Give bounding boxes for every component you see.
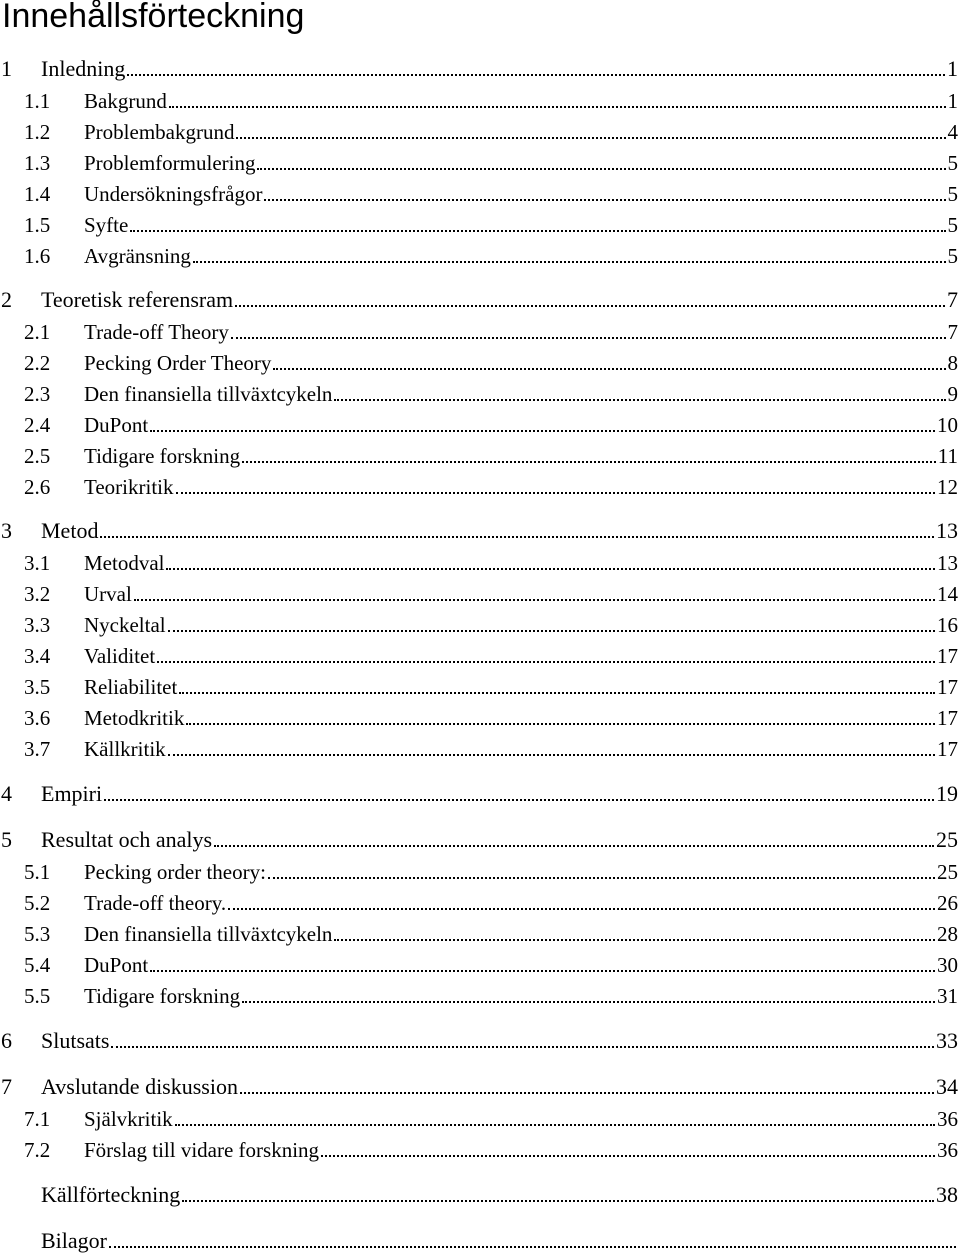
toc-entry-title: Trade-off Theory — [84, 320, 229, 344]
toc-entry-page: 10 — [937, 413, 958, 437]
toc-entry-title: Pecking order theory: — [84, 860, 266, 884]
toc-entry-page: 16 — [937, 613, 958, 637]
dot-leader — [175, 1107, 935, 1131]
toc-entry-number: 1 — [1, 56, 12, 81]
toc-entry-number: 3.7 — [24, 737, 51, 761]
toc-entry-page: 11 — [937, 444, 958, 468]
toc-entry-number: 5.4 — [24, 953, 51, 977]
toc-entry-number: 2.3 — [24, 382, 51, 406]
toc-entry-page: 28 — [937, 922, 958, 946]
toc-entry[interactable] — [0, 828, 960, 852]
toc-entry-number: 1.2 — [24, 120, 51, 144]
toc-entry-title: Bakgrund — [84, 89, 167, 113]
dot-leader — [182, 1183, 934, 1207]
toc-entry-number: 7.1 — [24, 1107, 51, 1131]
toc-entry[interactable] — [0, 213, 960, 237]
dot-leader — [235, 288, 945, 312]
toc-entry-page: 1 — [947, 89, 958, 113]
toc-entry[interactable] — [0, 582, 960, 606]
toc-entry-page: 5 — [947, 213, 958, 237]
dot-leader — [111, 1029, 934, 1053]
toc-entry[interactable] — [0, 782, 960, 806]
toc-entry-title: Resultat och analys — [41, 827, 213, 852]
toc-entry-page: 31 — [937, 984, 958, 1008]
toc-entry[interactable] — [0, 475, 960, 499]
toc-entry-title: Teoretisk referensram — [41, 287, 234, 312]
toc-entry-title: Problemformulering — [84, 151, 256, 175]
toc-entry-number: 3.5 — [24, 675, 51, 699]
toc-entry[interactable] — [0, 120, 960, 144]
toc-entry[interactable] — [0, 413, 960, 437]
toc-entry-page: 5 — [947, 151, 958, 175]
dot-leader — [150, 953, 935, 977]
toc-entry[interactable] — [0, 519, 960, 543]
toc-entry-number: 5.1 — [24, 860, 51, 884]
toc-entry-page: 33 — [936, 1028, 958, 1053]
toc-entry-number: 1.5 — [24, 213, 51, 237]
toc-entry-page: 14 — [937, 582, 958, 606]
toc-entry-number: 6 — [1, 1028, 12, 1053]
toc-entry[interactable] — [0, 644, 960, 668]
toc-entry[interactable] — [0, 613, 960, 637]
page-title: Innehållsförteckning — [2, 0, 305, 35]
dot-leader — [264, 182, 945, 206]
toc-entry[interactable] — [0, 151, 960, 175]
dot-leader — [228, 891, 935, 915]
toc-entry-number: 4 — [1, 781, 12, 806]
toc-entry[interactable] — [0, 288, 960, 312]
toc-entry[interactable] — [0, 984, 960, 1008]
toc-entry-page: 1 — [947, 56, 958, 81]
toc-entry-number: 3 — [1, 518, 12, 543]
dot-leader — [334, 922, 935, 946]
toc-entry[interactable] — [0, 737, 960, 761]
toc-entry[interactable] — [0, 182, 960, 206]
toc-entry-number: 3.6 — [24, 706, 51, 730]
dot-leader — [268, 860, 935, 884]
toc-entry[interactable] — [0, 320, 960, 344]
toc-entry-number: 1.3 — [24, 151, 51, 175]
toc-entry-page: 8 — [947, 351, 958, 375]
toc-entry-number: 3.3 — [24, 613, 51, 637]
dot-leader — [273, 351, 945, 375]
toc-entry[interactable] — [0, 551, 960, 575]
toc-entry[interactable] — [0, 1107, 960, 1131]
toc-entry-number: 7 — [1, 1074, 12, 1099]
toc-entry[interactable] — [0, 444, 960, 468]
dot-leader — [193, 244, 946, 268]
dot-leader — [168, 737, 935, 761]
toc-entry[interactable] — [0, 891, 960, 915]
toc-entry-page: 34 — [936, 1074, 958, 1099]
dot-leader — [169, 89, 946, 113]
toc-entry[interactable] — [0, 922, 960, 946]
toc-entry[interactable] — [0, 1183, 960, 1207]
dot-leader — [127, 57, 945, 81]
dot-leader — [130, 213, 945, 237]
toc-entry[interactable] — [0, 382, 960, 406]
toc-entry-number: 3.4 — [24, 644, 51, 668]
toc-entry-title: Tidigare forskning — [84, 984, 241, 1008]
toc-entry-number: 2.2 — [24, 351, 51, 375]
toc-entry-page: 9 — [947, 382, 958, 406]
toc-entry-number: 5.3 — [24, 922, 51, 946]
dot-leader — [100, 519, 934, 543]
toc-entry-title: Pecking Order Theory — [84, 351, 272, 375]
dot-leader — [104, 782, 934, 806]
toc-entry-number: 2 — [1, 287, 12, 312]
toc-entry-title: Nyckeltal — [84, 613, 166, 637]
toc-entry-number: 1.4 — [24, 182, 51, 206]
toc-entry-number: 2.1 — [24, 320, 51, 344]
dot-leader — [157, 644, 935, 668]
dot-leader — [214, 828, 934, 852]
toc-entry-title: Teorikritik — [84, 475, 174, 499]
toc-entry-number: 2.4 — [24, 413, 51, 437]
toc-entry-title: Metodkritik — [84, 706, 185, 730]
toc-entry[interactable] — [0, 57, 960, 81]
toc-entry-title: Validitet — [84, 644, 156, 668]
toc-entry-page: 7 — [947, 287, 958, 312]
toc-entry-page: 19 — [936, 781, 958, 806]
toc-entry[interactable] — [0, 675, 960, 699]
toc-entry[interactable] — [0, 351, 960, 375]
toc-entry-title: Metodval — [84, 551, 165, 575]
dot-leader — [186, 706, 935, 730]
dot-leader — [240, 1075, 934, 1099]
toc-entry-number: 5.5 — [24, 984, 51, 1008]
toc-entry-page: 17 — [937, 706, 958, 730]
dot-leader — [179, 675, 935, 699]
toc-entry-title: Självkritik — [84, 1107, 173, 1131]
toc-entry-page: 7 — [947, 320, 958, 344]
dot-leader — [150, 413, 935, 437]
toc-entry-number: 5 — [1, 827, 12, 852]
toc-entry-number: 2.6 — [24, 475, 51, 499]
dot-leader — [109, 1229, 956, 1253]
toc-entry-page: 5 — [947, 182, 958, 206]
toc-entry-page: 25 — [937, 860, 958, 884]
toc-entry-title: Avslutande diskussion — [41, 1074, 238, 1099]
toc-entry-page: 25 — [936, 827, 958, 852]
toc-entry-page: 36 — [937, 1107, 958, 1131]
toc-entry-title: Problembakgrund — [84, 120, 235, 144]
dot-leader — [242, 984, 935, 1008]
dot-leader — [168, 613, 935, 637]
toc-entry-title: Trade-off theory. — [84, 891, 227, 915]
toc-entry-title: Undersökningsfrågor — [84, 182, 263, 206]
toc-entry-page: 5 — [947, 244, 958, 268]
dot-leader — [231, 320, 946, 344]
toc-entry-title: Tidigare forskning — [84, 444, 241, 468]
toc-entry[interactable] — [0, 89, 960, 113]
dot-leader — [257, 151, 945, 175]
dot-leader — [242, 444, 936, 468]
toc-entry-title: Förslag till vidare forskning — [84, 1138, 320, 1162]
toc-entry[interactable] — [0, 1075, 960, 1099]
toc-entry-number: 3.2 — [24, 582, 51, 606]
toc-entry-page: 13 — [936, 518, 958, 543]
toc-entry[interactable] — [0, 953, 960, 977]
toc-entry[interactable] — [0, 1029, 960, 1053]
toc-entry-page: 36 — [937, 1138, 958, 1162]
toc-entry-page: 13 — [937, 551, 958, 575]
toc-entry-title: Den finansiella tillväxtcykeln — [84, 382, 333, 406]
toc-entry-page: 26 — [937, 891, 958, 915]
dot-leader — [321, 1138, 935, 1162]
toc-entry-title: Källkritik — [84, 737, 166, 761]
toc-entry-title: DuPont — [84, 953, 149, 977]
toc-entry[interactable] — [0, 244, 960, 268]
toc-entry-title: Inledning — [41, 56, 126, 81]
toc-entry-title: Urval — [84, 582, 132, 606]
toc-entry-title: DuPont — [84, 413, 149, 437]
toc-entry[interactable] — [0, 706, 960, 730]
toc-entry-title: Källförteckning — [41, 1182, 181, 1207]
toc-entry-title: Metod — [41, 518, 99, 543]
toc-entry-title: Den finansiella tillväxtcykeln — [84, 922, 333, 946]
toc-entry-page: 30 — [937, 953, 958, 977]
toc-entry-title: Bilagor — [41, 1228, 107, 1253]
toc-entry-title: Avgränsning — [84, 244, 191, 268]
toc-entry[interactable] — [0, 860, 960, 884]
toc-entry-title: Slutsats — [41, 1028, 110, 1053]
toc-entry[interactable] — [0, 1138, 960, 1162]
dot-leader — [176, 475, 935, 499]
dot-leader — [236, 120, 945, 144]
toc-entry-page: 17 — [937, 737, 958, 761]
toc-entry-title: Syfte — [84, 213, 129, 237]
toc-entry-number: 1.6 — [24, 244, 51, 268]
dot-leader — [166, 551, 935, 575]
toc-entry-number: 3.1 — [24, 551, 51, 575]
dot-leader — [134, 582, 935, 606]
toc-entry[interactable] — [0, 1229, 960, 1253]
toc-entry-page: 12 — [937, 475, 958, 499]
toc-entry-number: 2.5 — [24, 444, 51, 468]
toc-entry-page: 38 — [936, 1182, 958, 1207]
toc-entry-page: 4 — [947, 120, 958, 144]
toc-entry-page: 17 — [937, 675, 958, 699]
toc-entry-number: 1.1 — [24, 89, 51, 113]
toc-entry-page: 17 — [937, 644, 958, 668]
toc-entry-title: Empiri — [41, 781, 103, 806]
toc-entry-title: Reliabilitet — [84, 675, 178, 699]
dot-leader — [334, 382, 945, 406]
toc-entry-number: 7.2 — [24, 1138, 51, 1162]
toc-entry-number: 5.2 — [24, 891, 51, 915]
